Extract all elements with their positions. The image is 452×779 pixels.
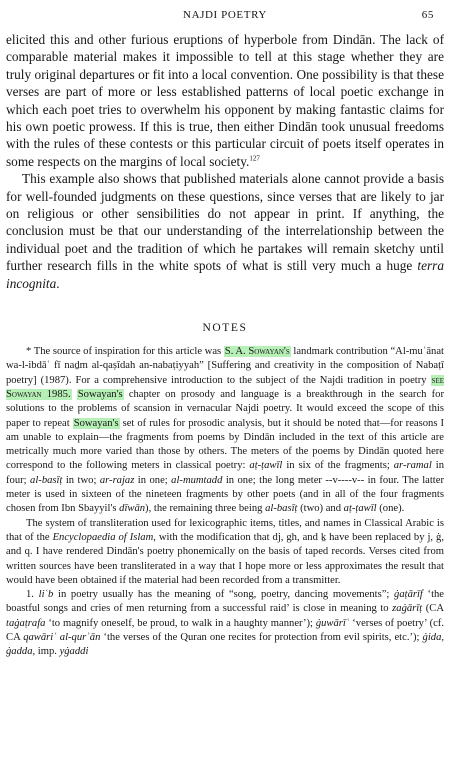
term-tagatrafa: taġaṭrafa: [6, 617, 46, 629]
body-paragraph-2-end: .: [56, 275, 60, 291]
meter-ramal: ar-ramal: [393, 460, 432, 472]
notes-heading: NOTES: [202, 322, 248, 335]
meter-rajaz: ar-rajaz: [99, 474, 135, 486]
note-1-text-d: (CA: [422, 603, 444, 615]
highlight-sowayan-1[interactable]: S. A. Sowayan's: [224, 346, 290, 358]
running-title: NAJDI POETRY: [183, 9, 267, 21]
highlight-see-sowayan-1985[interactable]: see Sowayan 1985.: [6, 374, 444, 400]
meter-mumtadd: al-mumtadd: [171, 474, 223, 486]
body-paragraph-1-text: elicited this and other furious eruptions of hyperbole from Dindān. The lack of comparable material makes it impossible to tell at this stage whether they are truly original departures or fit into a local convention. One possibility is that these verses are part of more or less established patterns of local poetic exchange in which each poet tries to overwhelm his opponent by making fantastic claims for his own poetic prowess. If this is true, then either Dindān took unusual freedoms with the rules of these contests or this particular circuit of poets itself operates in some respects on the margins of local society.: [6, 32, 444, 169]
term-gida: ġida, ġadda: [6, 632, 445, 658]
meter-rajaz-text: in one;: [134, 474, 172, 486]
note-star-text-c: [72, 389, 77, 400]
note-1-text-g: ‘the verses of the Quran one recites for protection from evil spirits, etc.’);: [100, 632, 423, 644]
term-guwari: ġuwārīʿ: [315, 617, 350, 629]
meter-one-text: (one).: [376, 503, 405, 515]
running-header: [6, 9, 444, 31]
term-zagarit: zaġārīṭ: [392, 603, 423, 615]
meter-two-text: (two) and: [297, 503, 344, 515]
meter-tawil-2: aṭ-ṭawīl: [343, 503, 377, 515]
term-gatarif: ġaṭārīf: [394, 589, 423, 601]
diwan-term: dīwān: [119, 503, 146, 515]
note-1-text-f: ‘verses of poetry’ (cf. CA: [6, 617, 444, 644]
meter-basit: al-basīṭ: [30, 474, 63, 486]
note-transliteration: [6, 517, 444, 588]
body-paragraph-1: [6, 31, 444, 170]
main-text: [6, 31, 444, 292]
meter-tawil: aṭ-ṭawīl: [249, 460, 283, 472]
body-paragraph-2-text: This example also shows that published materials alone cannot provide a basis for well-founded judgments on these questions, since verses that are likely to jar on religious or other sensibilities do not appear in print. If anything, the conclusion must be that our understanding of the interrelationship between the individual poet and the tradition of which he partakes will remain sketchy until further research fills in the white spots of what is still very much a huge: [6, 171, 444, 274]
page-number: 65: [421, 9, 434, 21]
note-star-text-d: chapter on prosody and language is a breakthrough in the search for solutions to the problems of scansion in vernacular Najdi poetry. It would exceed the scope of this paper to repeat: [6, 388, 444, 429]
term-qawari: qawāriʿ al-qurʾān: [23, 632, 101, 644]
terra-incognita: terra incognita: [6, 258, 444, 291]
notes-section: [6, 345, 444, 660]
note-star-text-e: set of rules for prosodic analysis, but it should be noted that—for reasons I am unable to explain—the fragments from poems by Dindān included in the text of this article are metrically much more varied than those by others. The meters of the poems by Dindān quoted here correspond to the following meters in classical poetry:: [6, 417, 444, 472]
note-1: [6, 588, 444, 659]
note-transliteration-text-b: , with the modification that dj, gh, and ḵ have been replaced by j, ġ, and q. I have rendered Dindān's poetry phonemically on the basis of taped records. Verses cited from written sources have been transliterated in a way that I hope more or less approximates the result that would have been obtained if the material had been recorded from a transmitter.: [6, 531, 444, 586]
body-paragraph-2: [6, 170, 444, 292]
note-1-text-h: , imp.: [32, 646, 60, 658]
meter-basit-2: al-basīṭ: [265, 503, 298, 515]
note-1-text-e: ‘to magnify oneself, be proud, to walk in a haughty manner’);: [45, 617, 316, 629]
note-star-text-a: * The source of inspiration for this article was: [26, 346, 224, 358]
footnote-marker[interactable]: 127: [249, 154, 260, 163]
diwan-text: ), the remaining three being: [145, 503, 266, 515]
note-1-text-c: ‘the boastful songs and cries of men returning from a successful raid’ is close in meaning to: [6, 589, 445, 615]
note-star-text-b: landmark contribution “Al-muʿānat wa-l-ibdāʿ fī naḏm al-qaṣīdah an-nabaṭiyyah” [Suffering and creativity in the composition of Nabaṭī poetry] (1987). For a comprehensive introduction to the subject of the Najdi tradition in poetry: [6, 346, 445, 386]
meter-mumtadd-text: in one; the long meter --v----v-- in four. The latter meter is used in sixteen of the nineteen fragments by other poets (and in all of the four fragments chosen from Ibn Sbayyil's: [6, 474, 444, 515]
term-ygaddi: yġaddi: [59, 646, 89, 658]
meter-tawil-text: in six of the fragments;: [282, 460, 394, 472]
note-transliteration-text-a: The system of transliteration used for lexicographic items, titles, and names in Classical Arabic is that of the: [6, 517, 444, 543]
meter-ramal-text: in four;: [6, 460, 444, 486]
note-star: [6, 345, 444, 517]
note-1-text-b: in poetry usually has the meaning of “song, poetry, dancing movements”;: [53, 589, 395, 601]
note-1-number: 1.: [26, 589, 39, 601]
encyclopaedia-title: Encyclopaedia of Islam: [52, 531, 154, 543]
term-lib: liʿb: [38, 589, 54, 601]
book-page: [0, 9, 452, 779]
meter-basit-text: in two;: [62, 474, 100, 486]
highlight-sowayan-2[interactable]: Sowayan's: [77, 388, 123, 400]
highlight-sowayan-3[interactable]: Sowayan's: [73, 417, 119, 429]
